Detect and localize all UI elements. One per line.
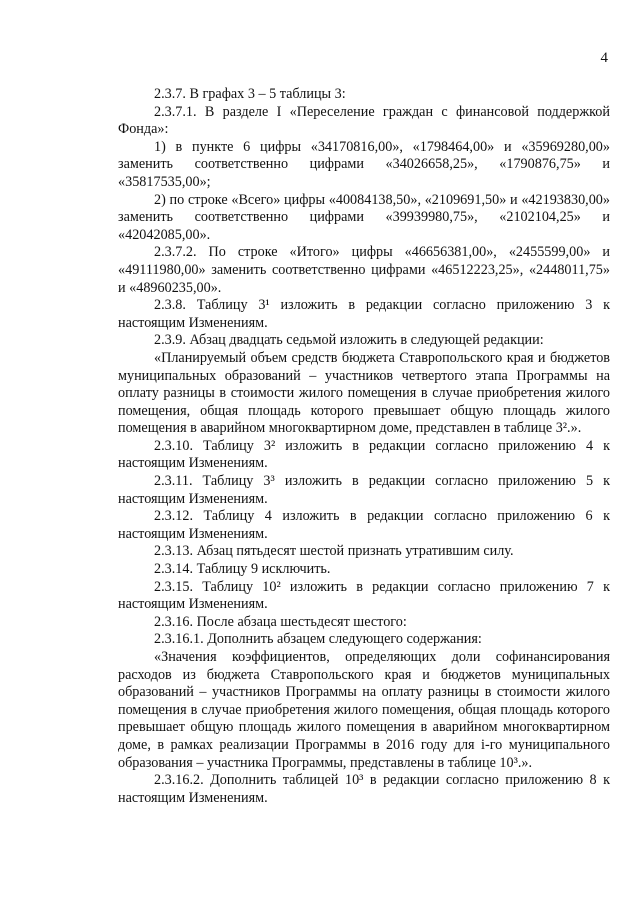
paragraph-2-3-16-1: 2.3.16.1. Дополнить абзацем следующего содержания:: [154, 631, 482, 648]
paragraph-item-2: 2) по строке «Всего» цифры «40084138,50», «2109691,50» и «42193830,00» заменить соответственно цифрами «39939980,75», «2102104,25» и «42042085,00».: [118, 191, 610, 243]
paragraph-2-3-7-1: 2.3.7.1. В разделе I «Переселение граждан с финансовой поддержкой Фонда»:: [118, 103, 610, 138]
paragraph-quote-1: «Планируемый объем средств бюджета Ставропольского края и бюджетов муниципальных образований – участников четвертого этапа Программы на оплату разницы в стоимости жилого помещения в случае приобретения жилого помещения, общая площадь которого превышает общую площадь жилого помещения в аварийном многоквартирном доме, представлен в таблице 3².».: [118, 349, 610, 437]
page-number: 4: [600, 50, 608, 66]
paragraph-2-3-16-2: 2.3.16.2. Дополнить таблицей 10³ в редакции согласно приложению 8 к настоящим Изменениям.: [118, 772, 610, 806]
paragraph-2-3-9: 2.3.9. Абзац двадцать седьмой изложить в следующей редакции:: [154, 332, 544, 349]
paragraph-item-1: 1) в пункте 6 цифры «34170816,00», «1798464,00» и «35969280,00» заменить соответственно цифрами «34026658,25», «1790876,75» и «35817535,00»;: [118, 138, 610, 190]
paragraph-2-3-16: 2.3.16. После абзаца шестьдесят шестого:: [154, 613, 407, 630]
paragraph-2-3-14: 2.3.14. Таблицу 9 исключить.: [154, 561, 331, 578]
paragraph-2-3-11: 2.3.11. Таблицу 3³ изложить в редакции согласно приложению 5 к настоящим Изменениям.: [118, 473, 610, 507]
paragraph-2-3-15: 2.3.15. Таблицу 10² изложить в редакции согласно приложению 7 к настоящим Изменениям.: [118, 578, 610, 613]
paragraph-2-3-12: 2.3.12. Таблицу 4 изложить в редакции согласно приложению 6 к настоящим Изменениям.: [118, 508, 610, 542]
paragraph-2-3-10: 2.3.10. Таблицу 3² изложить в редакции согласно приложению 4 к настоящим Изменениям.: [118, 437, 610, 472]
paragraph-quote-2: «Значения коэффициентов, определяющих доли софинансирования расходов из бюджета Ставропольского края и бюджетов муниципальных образований – участников Программы на оплату разницы в стоимости жилого помещения в случае приобретения жилого помещения, общая площадь которого превышает общую площадь жилого помещения в аварийном многоквартирном доме, в рамках реализации Программы в 2016 году для i-го муниципального образования – участника Программы, представлены в таблице 10³.».: [118, 649, 610, 771]
document-body: [118, 86, 610, 807]
paragraph-2-3-8: 2.3.8. Таблицу 3¹ изложить в редакции согласно приложению 3 к настоящим Изменениям.: [118, 297, 610, 331]
paragraph-2-3-13: 2.3.13. Абзац пятьдесят шестой признать утратившим силу.: [154, 543, 514, 560]
paragraph-2-3-7-2: 2.3.7.2. По строке «Итого» цифры «46656381,00», «2455599,00» и «49111980,00» заменить соответственно цифрами «46512223,25», «2448011,75» и «48960235,00».: [118, 244, 610, 296]
paragraph-2-3-7: 2.3.7. В графах 3 – 5 таблицы 3:: [154, 86, 346, 102]
